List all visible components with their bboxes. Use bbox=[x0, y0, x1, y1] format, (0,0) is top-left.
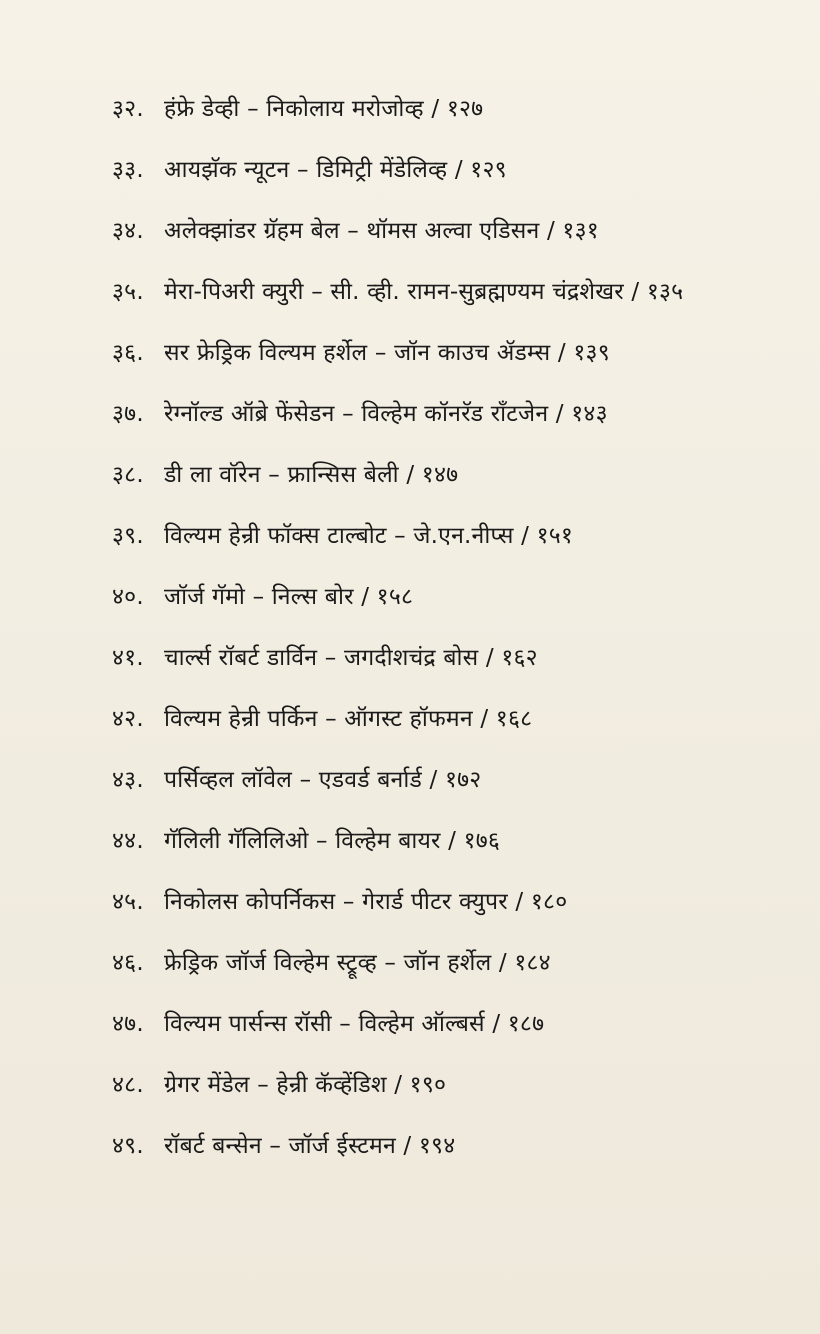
entry-number: ४०. bbox=[112, 584, 144, 610]
entry-number: ४९. bbox=[112, 1133, 144, 1159]
entry-text: फ्रेड्रिक जॉर्ज विल्हेम स्ट्रूव्ह – जॉन हर्शेल / १८४ bbox=[164, 950, 551, 976]
entry-text: जॉर्ज गॅमो – निल्स बोर / १५८ bbox=[164, 584, 414, 610]
entry-text: विल्यम पार्सन्स रॉसी – विल्हेम ऑल्बर्स / १८७ bbox=[164, 1011, 545, 1037]
entry-text: विल्यम हेन्री फॉक्स टाल्बोट – जे.एन.नीप्स / १५१ bbox=[164, 523, 574, 549]
entry-text: हंफ्रे डेव्ही – निकोलाय मरोजोव्ह / १२७ bbox=[164, 96, 484, 122]
entry-text: अलेक्झांडर ग्रॅहम बेल – थॉमस अल्वा एडिसन / १३१ bbox=[164, 218, 599, 244]
entry-number: ४१. bbox=[112, 645, 144, 671]
toc-entry bbox=[112, 88, 780, 149]
toc-entry bbox=[112, 271, 780, 332]
entry-number: ३९. bbox=[112, 523, 144, 549]
entry-text: ग्रेगर मेंडेल – हेन्री कॅव्हेंडिश / १९० bbox=[164, 1072, 447, 1098]
entry-text: विल्यम हेन्री पर्किन – ऑगस्ट हॉफमन / १६८ bbox=[164, 706, 533, 732]
entry-number: ३२. bbox=[112, 96, 144, 122]
entry-text: डी ला वॉरेन – फ्रान्सिस बेली / १४७ bbox=[164, 462, 459, 488]
toc-entry bbox=[112, 576, 780, 637]
entry-number: ३६. bbox=[112, 340, 144, 366]
entry-number: ३५. bbox=[112, 279, 144, 305]
entry-number: ४३. bbox=[112, 767, 144, 793]
entry-number: ३३. bbox=[112, 157, 144, 183]
toc-entry bbox=[112, 1003, 780, 1064]
toc-entry bbox=[112, 515, 780, 576]
toc-entry bbox=[112, 942, 780, 1003]
entry-text: सर फ्रेड्रिक विल्यम हर्शेल – जॉन काउच ॲडम्स / १३९ bbox=[164, 340, 610, 366]
toc-entry bbox=[112, 210, 780, 271]
toc-entry bbox=[112, 1064, 780, 1125]
entry-number: ४७. bbox=[112, 1011, 144, 1037]
toc-entry bbox=[112, 393, 780, 454]
entry-number: ४६. bbox=[112, 950, 144, 976]
toc-entry bbox=[112, 759, 780, 820]
entry-text: मेरा-पिअरी क्युरी – सी. व्ही. रामन-सुब्रह्मण्यम चंद्रशेखर / १३५ bbox=[164, 279, 684, 305]
entry-number: ४८. bbox=[112, 1072, 144, 1098]
entry-text: पर्सिव्हल लॉवेल – एडवर्ड बर्नार्ड / १७२ bbox=[164, 767, 482, 793]
entry-number: ३४. bbox=[112, 218, 144, 244]
toc-entry bbox=[112, 1125, 780, 1186]
table-of-contents bbox=[112, 88, 780, 1186]
entry-text: आयझॅक न्यूटन – डिमिट्री मेंडेलिव्ह / १२९ bbox=[164, 157, 507, 183]
toc-entry bbox=[112, 149, 780, 210]
toc-entry bbox=[112, 454, 780, 515]
toc-entry bbox=[112, 332, 780, 393]
entry-text: चार्ल्स रॉबर्ट डार्विन – जगदीशचंद्र बोस / १६२ bbox=[164, 645, 538, 671]
toc-entry bbox=[112, 637, 780, 698]
toc-entry bbox=[112, 881, 780, 942]
entry-number: ४४. bbox=[112, 828, 144, 854]
entry-text: रॉबर्ट बन्सेन – जॉर्ज ईस्टमन / १९४ bbox=[164, 1133, 456, 1159]
entry-number: ४५. bbox=[112, 889, 144, 915]
entry-number: ३८. bbox=[112, 462, 144, 488]
entry-text: गॅलिली गॅलिलिओ – विल्हेम बायर / १७६ bbox=[164, 828, 501, 854]
entry-text: रेग्नॉल्ड ऑब्रे फेंसेडन – विल्हेम कॉनरॅड रॉंटजेन / १४३ bbox=[164, 401, 608, 427]
toc-entry bbox=[112, 698, 780, 759]
toc-entry bbox=[112, 820, 780, 881]
entry-text: निकोलस कोपर्निकस – गेरार्ड पीटर क्युपर / १८० bbox=[164, 889, 568, 915]
entry-number: ३७. bbox=[112, 401, 144, 427]
entry-number: ४२. bbox=[112, 706, 144, 732]
